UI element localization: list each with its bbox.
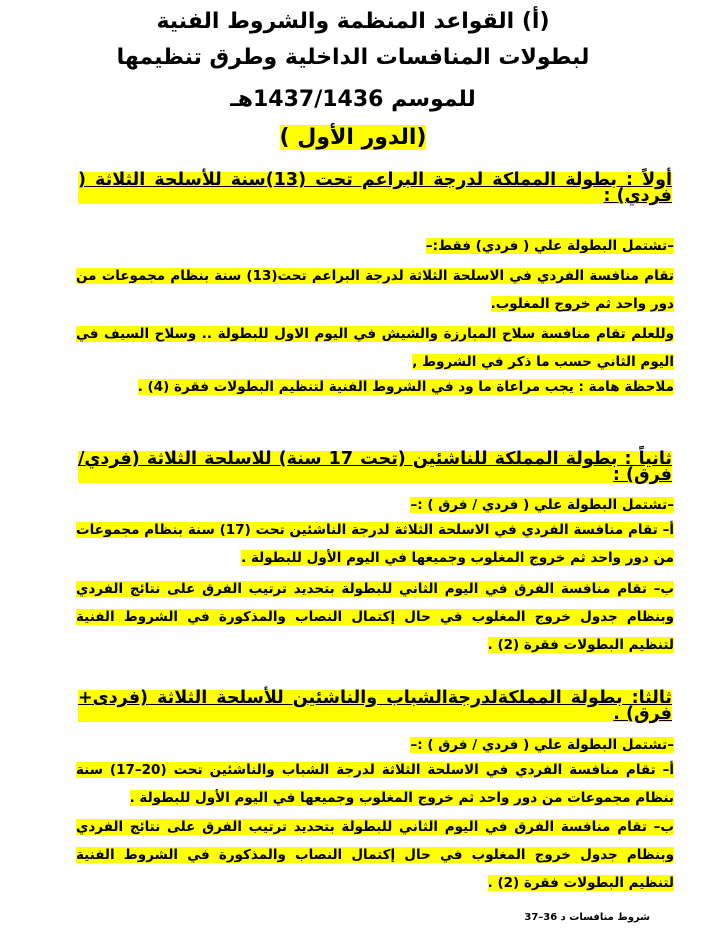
section-3-intro: –تشتمل البطولة علي ( فردي / فرق ) :– — [410, 737, 674, 753]
section-2-item-b: ب– تقام منافسة الفرق في اليوم الثاني للبطولة بتحديد ترتيب الفرق على نتائج الفردي وبنظام جدول خروج المغلوب في حال إكتمال النصاب والمذكورة في الشروط الفنية لتنظيم البطولات فقرة (2) . — [76, 581, 674, 653]
page-footer: شروط منافسات د 36–37 — [524, 912, 650, 923]
section-2-heading: ثانياً : بطولة المملكة للناشئين (تحت 17 سنة) للاسلحة الثلاثة (فردي/ فرق) : — [78, 449, 672, 485]
section-3-item-a: أ– تقام منافسة الفردي في الاسلحة الثلاثة لدرجة الشباب والناشئين تحت (20–17) سنة بنظام مجموعات من دور واحد ثم خروج المغلوب وجميعها في اليوم الأول للبطولة . — [76, 762, 675, 806]
title-line-2: لبطولات المنافسات الداخلية وطرق تنظيمها — [116, 45, 590, 70]
section-1-intro: –تشتمل البطولة علي ( فردي) فقط:– — [425, 238, 674, 254]
title-line-4: (الدور الأول ) — [279, 125, 427, 150]
section-2-item-a: أ– تقام منافسة الفردي في الاسلحة الثلاثة لدرجة الناشئين تحت (17) سنة بنظام مجموعات من دور واحد ثم خروج المغلوب وجميعها في اليوم الأول للبطولة . — [76, 522, 674, 566]
section-2-intro: –تشتمل البطولة علي ( فردي / فرق ) :– — [410, 497, 674, 513]
section-3-heading: ثالثا: بطولة المملكةلدرجةالشباب والناشئين للأسلحة الثلاثة (فردى+ فرق) . — [78, 688, 672, 724]
section-1-para-2: وللعلم تقام منافسة سلاح المبارزة والشيش في اليوم الاول للبطولة .. وسلاح السيف في اليوم الثاني حسب ما ذكر في الشروط , — [76, 326, 674, 370]
section-3-item-b: ب– تقام منافسة الفرق في اليوم الثاني للبطولة بتحديد ترتيب الفرق على نتائج الفردي وبنظام جدول خروج المغلوب في حال إكتمال النصاب والمذكورة في الشروط الفنية لتنظيم البطولات فقرة (2) . — [76, 819, 674, 891]
section-1-heading: أولاً : بطولة المملكة لدرجة البراعم تحت (13)سنة للأسلحة الثلاثة ( فردي) : — [78, 170, 672, 206]
section-1-para-1: تقام منافسة الفردي في الاسلحة الثلاثة لدرجة البراعم تحت(13) سنة بنظام مجموعات من دور واحد ثم خروج المغلوب. — [76, 268, 674, 312]
section-1-note: ملاحظة هامة : يجب مراعاة ما ود في الشروط الفنية لتنظيم البطولات فقرة (4) . — [137, 379, 674, 395]
title-line-3: للموسم 1437/1436هـ — [230, 87, 476, 112]
title-line-1: (أ) القواعد المنظمة والشروط الفنية — [156, 9, 550, 34]
